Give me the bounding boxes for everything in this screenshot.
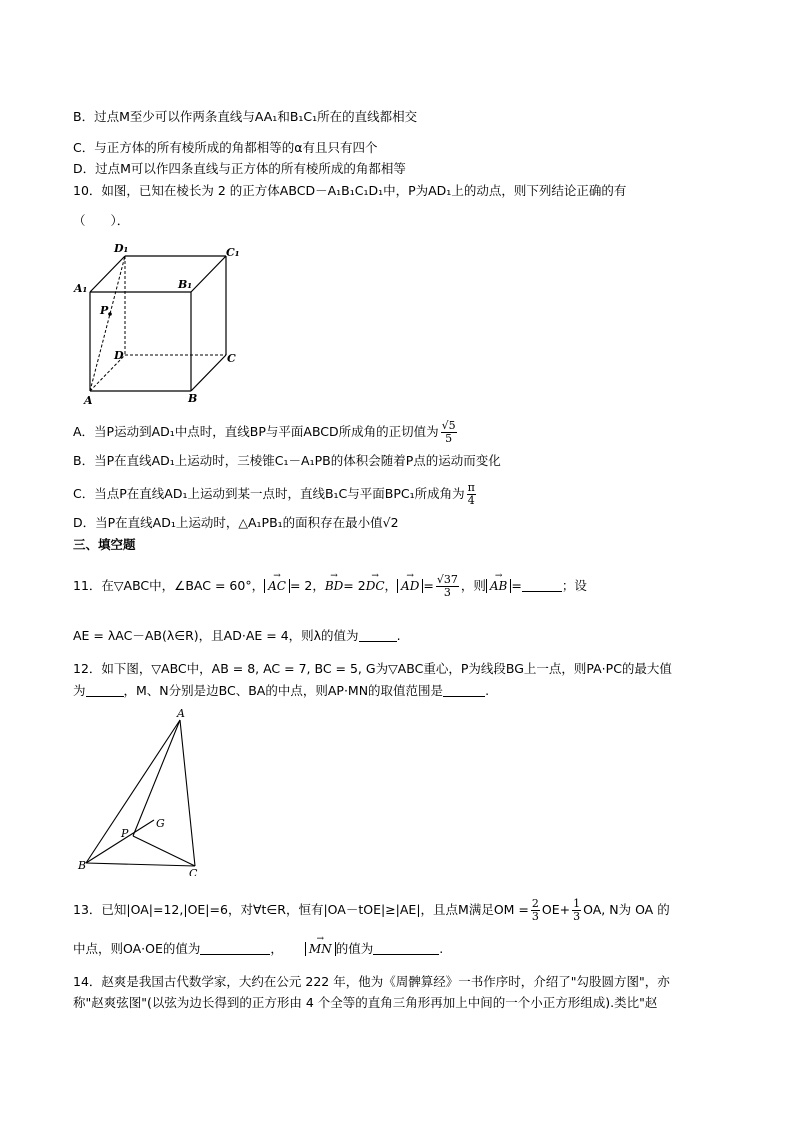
vector-mn: → MN — [309, 940, 332, 958]
frac-numerator: √5 — [441, 419, 456, 432]
label-b: B — [188, 392, 198, 405]
q10-option-a — [73, 420, 459, 445]
q9-option-c: C．与正方体的所有棱所成的角都相等的α有且只有四个 — [73, 140, 378, 155]
point-p — [108, 312, 112, 316]
q13-line1 — [73, 898, 670, 923]
q12-line1: 12．如下图，▽ABC中，AB = 8, AC = 7, BC = 5, G为▽ABC重心，P为线段BG上一点，则PA·PC的最大值 — [73, 661, 672, 676]
q13-text-f: 的值为 — [335, 941, 374, 956]
label-a: A — [177, 707, 185, 720]
frac-numerator: π — [467, 481, 475, 494]
q9-option-b: B．过点M至少可以作两条直线与AA₁和B₁C₁所在的直线都相交 — [73, 109, 418, 124]
q10-option-b: B．当P在直线AD₁上运动时，三棱锥C₁－A₁PB的体积会随着P点的运动而变化 — [73, 453, 501, 468]
answer-blank[interactable] — [86, 684, 124, 697]
vector-ad: → AD — [401, 577, 419, 595]
label-b1: B₁ — [178, 278, 193, 291]
vector-ab: → AB — [490, 577, 507, 595]
q11-text-b: = 2， — [289, 578, 325, 593]
label-g: G — [156, 817, 165, 830]
q13-line2-end: . — [439, 941, 444, 956]
frac-numerator: 1 — [573, 897, 581, 910]
q10-option-d: D．当P在直线AD₁上运动时，△A₁PB₁的面积存在最小值√2 — [73, 515, 399, 530]
abs-ad — [397, 579, 423, 593]
vector-dc: → DC — [366, 577, 385, 595]
answer-blank[interactable] — [359, 629, 397, 642]
q13-text-e: ， — [270, 941, 283, 956]
q13-line2 — [73, 940, 443, 958]
label-a1: A₁ — [74, 282, 88, 295]
q13-text-d: 中点，则OA·OE的值为 — [73, 941, 201, 956]
q10-option-c-text: C．当点P在直线AD₁上运动到某一点时，直线B₁C与平面BPC₁所成角为 — [73, 486, 465, 501]
q10-option-c-fraction — [467, 482, 476, 507]
label-p: P — [121, 827, 129, 840]
answer-blank[interactable] — [522, 579, 562, 592]
q14-line1: 14．赵爽是我国古代数学家，大约在公元 222 年，他为《周髀算经》一书作序时，介绍了"勾股圆方图"，亦 — [73, 974, 670, 989]
abs-ac — [264, 579, 290, 593]
answer-blank[interactable] — [200, 942, 270, 955]
label-d1: D₁ — [114, 242, 129, 255]
q14-line2: 称"赵爽弦图"(以弦为边长得到的正方形由 4 个全等的直角三角形再加上中间的一个小正方形组成).类比"赵 — [73, 995, 658, 1010]
frac-denominator: 3 — [443, 586, 451, 599]
q10-option-c — [73, 482, 478, 507]
abs-mn — [305, 942, 336, 956]
label-d: D — [114, 349, 124, 362]
q9-option-d: D．过点M可以作四条直线与正方体的所有棱所成的角都相等 — [73, 161, 406, 176]
frac-denominator: 4 — [467, 494, 475, 507]
frac-denominator: 3 — [573, 910, 581, 923]
answer-blank[interactable] — [443, 684, 485, 697]
q11-text-e: = — [423, 578, 434, 593]
q13-text-c: OA, N为 OA 的 — [583, 902, 670, 917]
q11-line2-end: . — [396, 628, 401, 643]
q11-text-f: ，则 — [460, 578, 486, 593]
q12-text-a: 为 — [73, 683, 86, 698]
frac-denominator: 5 — [445, 432, 453, 445]
q11-text-a: 11．在▽ABC中，∠BAC = 60°， — [73, 578, 265, 593]
q11-line2 — [73, 627, 401, 645]
q12-text-b: ，M、N分别是边BC、BA的中点，则AP·MN的取值范围是 — [123, 683, 444, 698]
q11-line2-text: AE = λAC－AB(λ∈R)，且AD·AE = 4，则λ的值为 — [73, 628, 359, 643]
frac-numerator: 2 — [531, 897, 539, 910]
answer-blank[interactable] — [373, 942, 439, 955]
q11-text-g: = — [511, 578, 522, 593]
frac-denominator: 3 — [531, 910, 539, 923]
label-c1: C₁ — [226, 246, 240, 259]
q10-option-a-text: A．当P运动到AD₁中点时，直线BP与平面ABCD所成角的正切值为 — [73, 424, 439, 439]
q11-text-d: ， — [384, 578, 398, 593]
q12-line2-end: . — [485, 683, 490, 698]
frac-numerator: √37 — [436, 573, 458, 586]
q13-text-a: 13．已知|OA|=12,|OE|=6，对∀t∈R，恒有|OA－tOE|≥|AE|，且点M满足OM = — [73, 902, 529, 917]
label-p: P — [100, 304, 109, 317]
q11-text-h: ；设 — [561, 578, 587, 593]
q13-text-b: OE+ — [541, 902, 571, 917]
q11-line1 — [73, 574, 587, 599]
q12-triangle-figure — [75, 706, 215, 876]
abs-ab — [486, 579, 511, 593]
q13-fraction-1 — [531, 898, 540, 923]
q10-stem: 10．如图，已知在棱长为 2 的正方体ABCD－A₁B₁C₁D₁中，P为AD₁上的动点，则下列结论正确的有 — [73, 183, 627, 198]
q12-line2 — [73, 682, 489, 700]
vector-ac: → AC — [268, 577, 286, 595]
q10-paren: （ ）． — [73, 213, 130, 228]
q10-cube-figure — [70, 238, 250, 408]
label-a: A — [84, 394, 93, 407]
section-heading: 三、填空题 — [73, 537, 136, 552]
q10-option-a-fraction — [441, 420, 457, 445]
label-c: C — [189, 867, 198, 876]
q13-fraction-2 — [572, 898, 581, 923]
label-c: C — [227, 352, 236, 365]
q11-fraction — [436, 574, 459, 599]
vector-bd: → BD — [325, 577, 343, 595]
label-b: B — [78, 859, 87, 872]
q11-text-c: = 2 — [343, 578, 366, 593]
